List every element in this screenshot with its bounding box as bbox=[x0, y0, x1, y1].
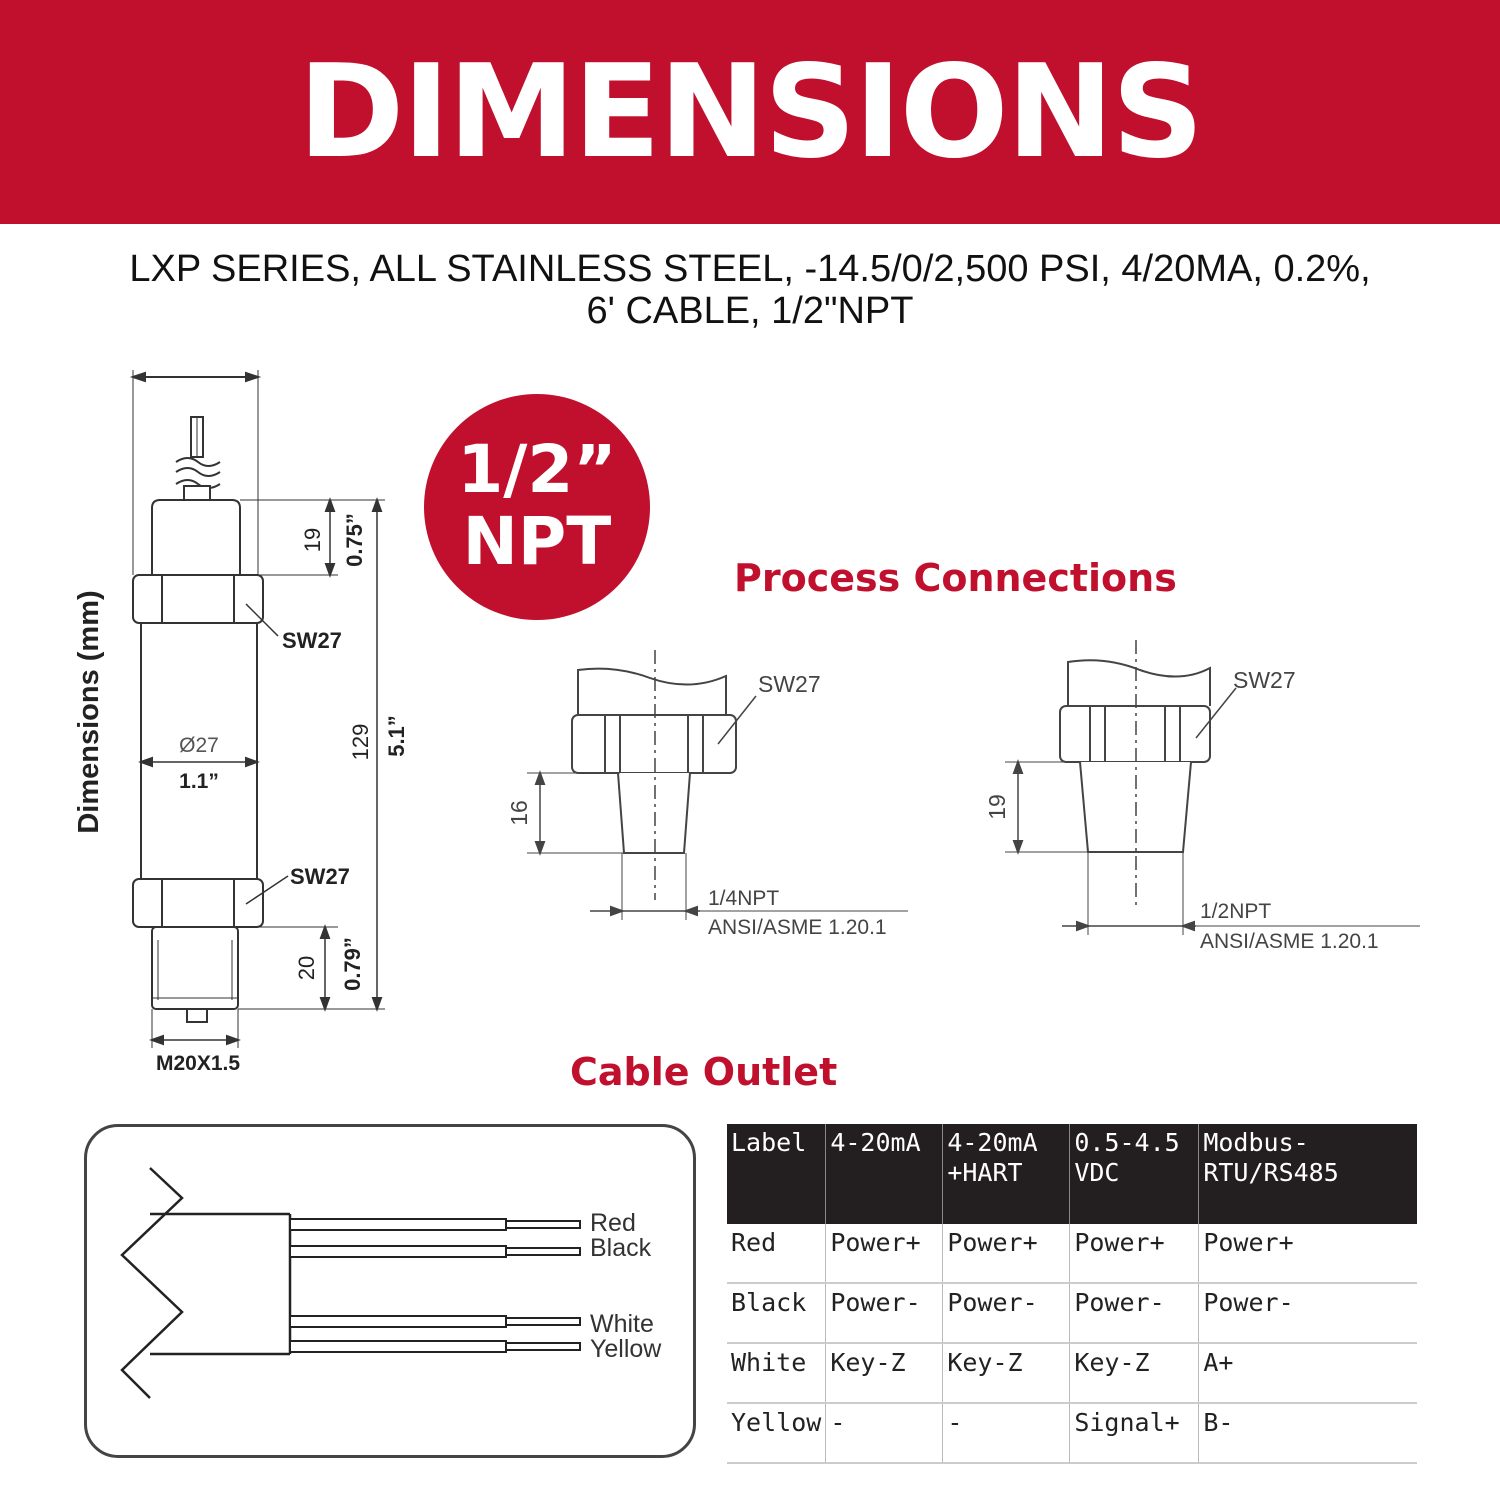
cable-break-mark bbox=[176, 458, 220, 466]
pressure-port-tip bbox=[187, 1009, 207, 1022]
cable-outlet-heading: Cable Outlet bbox=[570, 1050, 838, 1094]
arrow-head bbox=[321, 998, 329, 1009]
arrow-head bbox=[536, 773, 544, 784]
fitting-quarter-thread: 1/4NPT bbox=[708, 887, 780, 910]
fitting-quarter-wrench: SW27 bbox=[758, 671, 821, 697]
table-cell: A+ bbox=[1199, 1343, 1418, 1403]
fitting-quarter-standard: ANSI/ASME 1.20.1 bbox=[708, 916, 887, 939]
thread-size: M20X1.5 bbox=[155, 1052, 241, 1075]
fitting-half-standard: ANSI/ASME 1.20.1 bbox=[1200, 930, 1379, 953]
diameter-inch: 1.1” bbox=[179, 770, 219, 793]
table-cell: Power+ bbox=[943, 1224, 1070, 1283]
arrow-head bbox=[1014, 841, 1022, 852]
arrow-head bbox=[373, 998, 381, 1009]
process-connections-heading: Process Connections bbox=[734, 556, 1177, 600]
dim-top-inch: 0.75” bbox=[342, 513, 367, 567]
table-cell: Key-Z bbox=[826, 1343, 943, 1403]
table-header-row bbox=[727, 1124, 1417, 1224]
dim-total-mm: 129 bbox=[348, 723, 373, 761]
arrow-head bbox=[246, 373, 258, 381]
arrow-head bbox=[133, 373, 145, 381]
arrow-head bbox=[227, 1036, 238, 1044]
axis-label: Dimensions (mm) bbox=[73, 590, 105, 834]
header-modbus: Modbus- RTU/RS485 bbox=[1199, 1124, 1418, 1224]
table-cell: Power+ bbox=[1199, 1224, 1418, 1283]
table-cell: Power- bbox=[943, 1283, 1070, 1343]
dim-bottom-inch: 0.79” bbox=[340, 937, 365, 991]
top-hex-nut bbox=[133, 575, 263, 623]
npt-badge-type: NPT bbox=[462, 503, 612, 580]
table-cell: - bbox=[943, 1403, 1070, 1463]
page-title: DIMENSIONS bbox=[298, 38, 1202, 187]
fitting-stub bbox=[1068, 660, 1210, 706]
arrow-head bbox=[1183, 922, 1194, 930]
table-row bbox=[727, 1224, 1417, 1283]
table-cell: White bbox=[727, 1343, 826, 1403]
table-cell: Signal+ bbox=[1070, 1403, 1199, 1463]
arrow-head bbox=[1077, 922, 1088, 930]
header-4-20ma-hart: 4-20mA +HART bbox=[943, 1124, 1070, 1224]
table-cell: Power+ bbox=[1070, 1224, 1199, 1283]
wrench-size-top: SW27 bbox=[282, 628, 342, 653]
arrow-head bbox=[373, 500, 381, 511]
table-row bbox=[727, 1343, 1417, 1403]
arrow-head bbox=[686, 907, 697, 915]
table-row bbox=[727, 1403, 1417, 1463]
table-cell: Key-Z bbox=[1070, 1343, 1199, 1403]
arrow-head bbox=[152, 1036, 163, 1044]
fitting-quarter-height: 16 bbox=[506, 800, 532, 826]
threaded-tip bbox=[618, 773, 690, 853]
wire-label-black: Black bbox=[590, 1234, 652, 1262]
fitting-half-height: 19 bbox=[984, 794, 1010, 820]
arrow-head bbox=[611, 907, 622, 915]
wrench-size-bottom: SW27 bbox=[290, 864, 350, 889]
cable-break-mark bbox=[176, 468, 220, 476]
fitting-quarter-npt bbox=[527, 650, 908, 920]
top-cap bbox=[152, 500, 240, 575]
wire-label-white: White bbox=[590, 1310, 654, 1338]
npt-badge-size: 1/2” bbox=[457, 431, 617, 508]
table-cell: Power+ bbox=[826, 1224, 943, 1283]
bottom-hex-nut bbox=[133, 879, 263, 927]
fitting-half-wrench: SW27 bbox=[1233, 667, 1296, 693]
table-cell: Black bbox=[727, 1283, 826, 1343]
table-cell: Yellow bbox=[727, 1403, 826, 1463]
wire-label-yellow: Yellow bbox=[590, 1335, 662, 1363]
arrow-head bbox=[326, 564, 334, 575]
hex-nut bbox=[1060, 706, 1210, 762]
table-cell: Power- bbox=[1070, 1283, 1199, 1343]
dim-total-inch: 5.1” bbox=[384, 715, 409, 757]
table-cell: B- bbox=[1199, 1403, 1418, 1463]
subtitle-line-1: LXP SERIES, ALL STAINLESS STEEL, -14.5/0/2,500 PSI, 4/20MA, 0.2%, bbox=[129, 248, 1371, 290]
fitting-half-thread: 1/2NPT bbox=[1200, 900, 1272, 923]
table-cell: Power- bbox=[1199, 1283, 1418, 1343]
wire-label-red: Red bbox=[590, 1209, 636, 1237]
table-cell: Power- bbox=[826, 1283, 943, 1343]
fitting-half-npt bbox=[1005, 640, 1420, 935]
diameter-mm: Ø27 bbox=[179, 734, 219, 757]
arrow-head bbox=[321, 927, 329, 938]
header-label: Label bbox=[727, 1124, 826, 1224]
arrow-head bbox=[1014, 762, 1022, 773]
table-cell: Red bbox=[727, 1224, 826, 1283]
arrow-head bbox=[326, 500, 334, 511]
subtitle-line-2: 6' CABLE, 1/2"NPT bbox=[586, 290, 914, 332]
hex-nut bbox=[572, 715, 736, 773]
fitting-stub bbox=[578, 669, 726, 715]
arrow-head bbox=[536, 842, 544, 853]
table-row bbox=[727, 1283, 1417, 1343]
thread-section bbox=[152, 927, 238, 1009]
header-0-5-4-5-vdc: 0.5-4.5 VDC bbox=[1070, 1124, 1199, 1224]
wiring-table bbox=[727, 1124, 1417, 1464]
header-4-20ma: 4-20mA bbox=[826, 1124, 943, 1224]
cable-gland-tip bbox=[184, 486, 210, 500]
table-cell: Key-Z bbox=[943, 1343, 1070, 1403]
table-cell: - bbox=[826, 1403, 943, 1463]
cable-outlet-frame bbox=[84, 1124, 696, 1458]
dim-bottom-mm: 20 bbox=[294, 955, 319, 981]
dim-top-mm: 19 bbox=[300, 527, 325, 553]
